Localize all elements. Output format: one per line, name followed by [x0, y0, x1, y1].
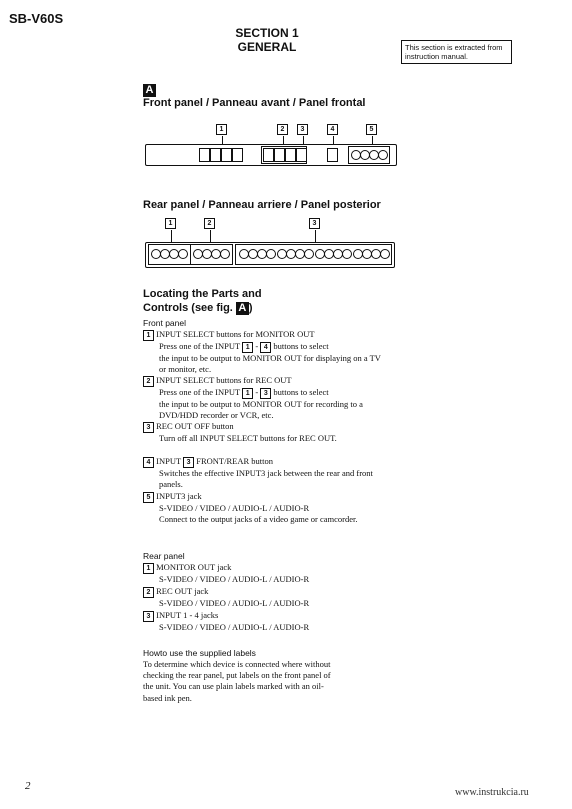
front-item-4: 4 INPUT 3 FRONT/REAR button Switches the effective INPUT3 jack between the rear and front panels. — [143, 456, 383, 490]
monitor-input-4-button — [232, 148, 243, 162]
front-item-1: 1 INPUT SELECT buttons for MONITOR OUT Press one of the INPUT 1 - 4 buttons to select the input to be output to MONITOR OUT for displaying on a TV or monitor, etc. — [143, 329, 383, 375]
rec-input-1-button — [263, 148, 274, 162]
locating-heading — [143, 287, 262, 315]
leader-line — [315, 230, 316, 242]
front-item-3: 3 REC OUT OFF button Turn off all INPUT SELECT buttons for REC OUT. — [143, 421, 383, 444]
labels-text: To determine which device is connected where without checking the rear panel, put labels on the front panel of the unit. You can use plain labels marked with an oil-based ink pen. — [143, 659, 331, 703]
rec-input-3-button — [285, 148, 296, 162]
rear-panel-heading: Rear panel / Panneau arriere / Panel posterior — [143, 199, 381, 211]
rear-item-2: 2 REC OUT jack S-VIDEO / VIDEO / AUDIO-L / AUDIO-R — [143, 586, 383, 609]
labels-subheading: Howto use the supplied labels — [143, 648, 256, 658]
jack-icon — [380, 249, 390, 259]
figure-a-badge — [143, 80, 156, 98]
monitor-input-2-button — [210, 148, 221, 162]
extract-note: This section is extracted from instruction manual. — [401, 40, 512, 64]
leader-line — [210, 230, 211, 242]
figure-ref: A — [236, 302, 249, 315]
jack-icon — [178, 249, 188, 259]
rear-panel-diagram: 1 2 3 — [143, 216, 403, 272]
locating-heading-line1: Locating the Parts and — [143, 288, 262, 300]
model-name: SB-V60S — [9, 11, 64, 26]
jack-icon — [304, 249, 314, 259]
front-panel-heading: Front panel / Panneau avant / Panel frontal — [143, 97, 366, 109]
figure-label: A — [143, 84, 156, 97]
monitor-input-1-button — [199, 148, 210, 162]
section-title — [200, 26, 334, 54]
front-panel-diagram: 1 2 3 4 5 — [143, 120, 403, 168]
audio-r-jack-icon — [378, 150, 388, 160]
jack-icon — [220, 249, 230, 259]
rec-input-2-button — [274, 148, 285, 162]
jack-icon — [342, 249, 352, 259]
footer-url: www.instrukcia.ru — [455, 787, 529, 798]
front-panel-subheading: Front panel — [143, 318, 186, 328]
leader-line — [171, 230, 172, 242]
section-number: SECTION 1 — [235, 26, 299, 40]
section-name: GENERAL — [237, 40, 297, 54]
jack-icon — [266, 249, 276, 259]
rear-panel-subheading: Rear panel — [143, 551, 185, 561]
front-item-2: 2 INPUT SELECT buttons for REC OUT Press one of the INPUT 1 - 3 buttons to select the input to be output to MONITOR OUT for recording to a DVD/HDD recorder or VCR, etc. — [143, 375, 383, 421]
rec-out-off-button — [296, 148, 307, 162]
locating-heading-line2: Controls (see fig. A ) — [143, 302, 253, 314]
front-item-5: 5 INPUT3 jack S-VIDEO / VIDEO / AUDIO-L / AUDIO-R Connect to the output jacks of a video game or camcorder. — [143, 491, 383, 525]
rear-item-1: 1 MONITOR OUT jack S-VIDEO / VIDEO / AUDIO-L / AUDIO-R — [143, 562, 383, 585]
page-number: 2 — [25, 780, 31, 792]
input3-front-rear-button — [327, 148, 338, 162]
monitor-input-3-button — [221, 148, 232, 162]
rear-item-3: 3 INPUT 1 - 4 jacks S-VIDEO / VIDEO / AUDIO-L / AUDIO-R — [143, 610, 383, 633]
